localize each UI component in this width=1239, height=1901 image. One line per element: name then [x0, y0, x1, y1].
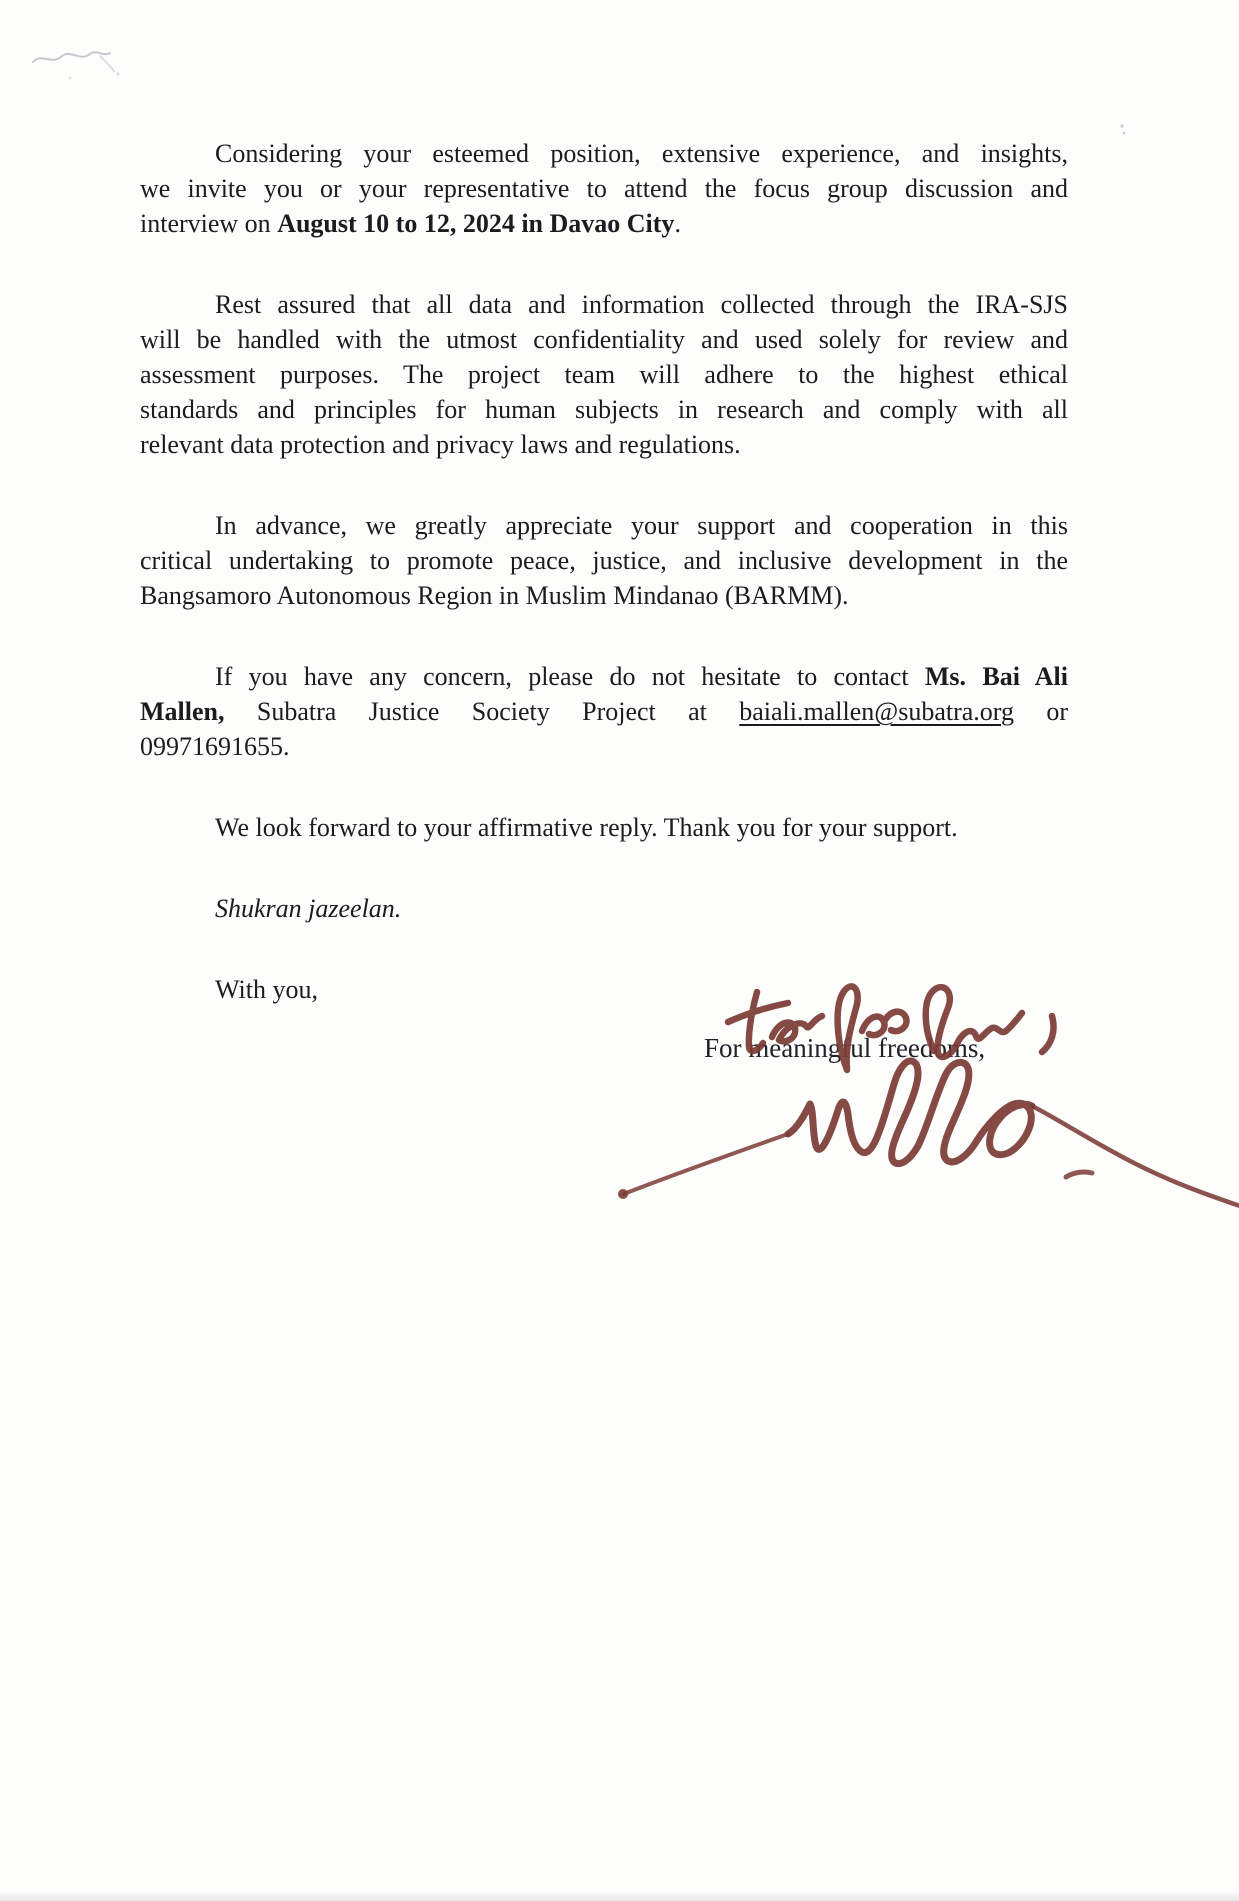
- text-segment: If you have any concern, please do not hesitate to contact: [215, 662, 925, 691]
- text-segment: Rest assured that all data and information collected through the IRA-SJS: [215, 290, 1068, 319]
- text-line: [140, 427, 1068, 462]
- text-line: [140, 578, 1068, 613]
- text-segment: Shukran jazeelan.: [215, 894, 402, 923]
- text-segment: 09971691655.: [140, 732, 290, 761]
- text-line: [140, 206, 1068, 241]
- text-line: [140, 508, 1068, 543]
- text-line: [140, 357, 1068, 392]
- text-line: [140, 891, 1068, 926]
- text-line: [140, 171, 1068, 206]
- text-segment: standards and principles for human subjects in research and comply with all: [140, 395, 1068, 424]
- text-segment: Ms. Bai Ali: [924, 662, 1068, 691]
- paragraph: [140, 136, 1068, 241]
- paragraph: [140, 891, 1068, 926]
- scan-speck: [1120, 124, 1125, 134]
- text-segment: Mallen,: [140, 697, 225, 726]
- text-segment: Bangsamoro Autonomous Region in Muslim Mindanao (BARMM).: [140, 581, 849, 610]
- letter-paragraphs: [140, 136, 1068, 1053]
- paragraph: [140, 810, 1068, 845]
- text-segment: will be handled with the utmost confidentiality and used solely for review and: [140, 325, 1068, 354]
- pencil-scribble-mark: [33, 52, 120, 79]
- text-line: [140, 136, 1068, 171]
- text-segment: interview on: [140, 209, 278, 238]
- text-line: [140, 543, 1068, 578]
- paragraph: [140, 659, 1068, 764]
- closing-line: For meaningful freedoms,: [704, 1033, 986, 1063]
- text-segment: Considering your esteemed position, extensive experience, and insights,: [215, 139, 1068, 168]
- text-segment: .: [674, 209, 681, 238]
- text-segment: With you,: [215, 975, 318, 1004]
- text-segment: In advance, we greatly appreciate your support and cooperation in this: [215, 511, 1068, 540]
- text-segment: August 10 to 12, 2024 in Davao City: [277, 209, 675, 238]
- text-line: [140, 729, 1068, 764]
- text-line: [140, 694, 1068, 729]
- paragraph: [140, 508, 1068, 613]
- text-line: [140, 287, 1068, 322]
- paragraph: [140, 972, 1068, 1007]
- signature-scrawl: [618, 1061, 1239, 1206]
- text-segment: relevant data protection and privacy laws and regulations.: [140, 430, 741, 459]
- email-address: baiali.mallen@subatra.org: [739, 697, 1014, 726]
- text-line: [140, 322, 1068, 357]
- text-segment: or: [1013, 697, 1068, 726]
- text-segment: Subatra Justice Society Project at: [224, 697, 740, 726]
- text-segment: we invite you or your representative to attend the focus group discussion and: [140, 174, 1068, 203]
- paragraph: [140, 287, 1068, 462]
- text-line: [140, 659, 1068, 694]
- text-segment: We look forward to your affirmative reply. Thank you for your support.: [215, 813, 958, 842]
- text-segment: assessment purposes. The project team will adhere to the highest ethical: [140, 360, 1068, 389]
- text-line: [140, 972, 1068, 1007]
- text-line: [140, 392, 1068, 427]
- text-line: [140, 810, 1068, 845]
- scan-bottom-shadow: [0, 1891, 1239, 1901]
- text-segment: critical undertaking to promote peace, justice, and inclusive development in the: [140, 546, 1068, 575]
